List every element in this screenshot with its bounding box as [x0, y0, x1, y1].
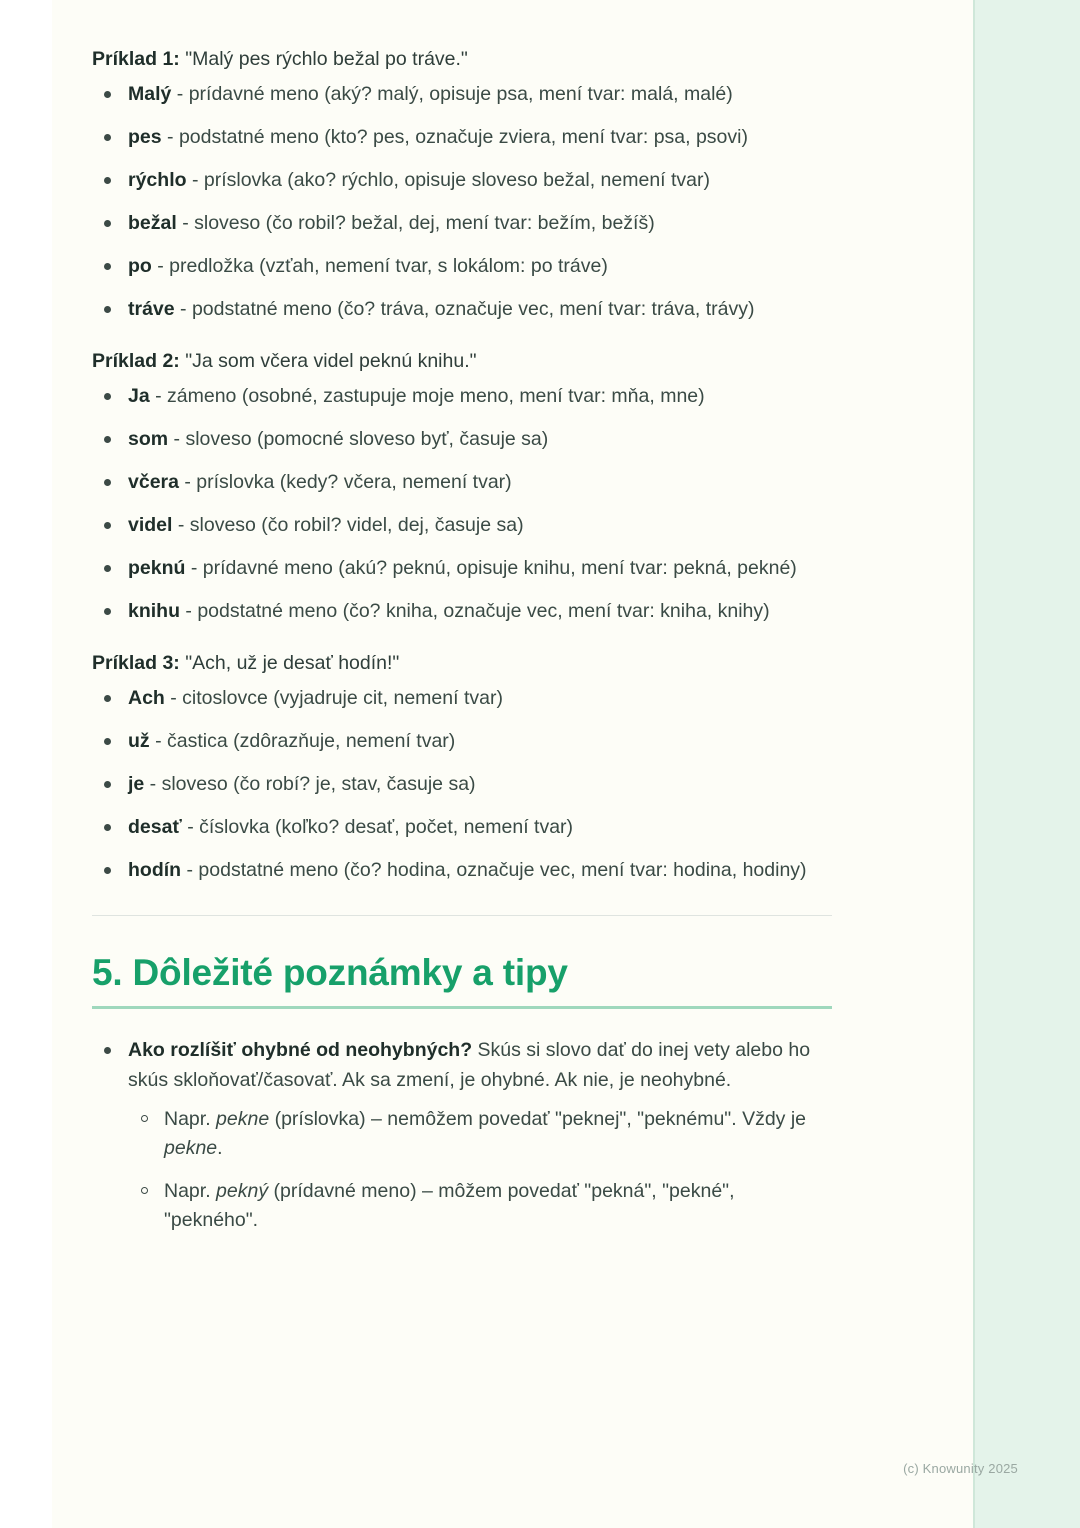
- word-term: hodín: [128, 859, 182, 881]
- word-description: - príslovka (kedy? včera, nemení tvar): [178, 471, 512, 493]
- example-1-sentence: "Malý pes rýchlo bežal po tráve.": [185, 48, 468, 70]
- example-1-label: Príklad 1:: [92, 48, 180, 70]
- word-description: - sloveso (pomocné sloveso byť, časuje sa): [168, 428, 549, 450]
- subtip-emphasis-1: pekne: [216, 1108, 270, 1130]
- list-item: [128, 1177, 832, 1235]
- word-description: - zámeno (osobné, zastupuje moje meno, mení tvar: mňa, mne): [149, 385, 705, 407]
- list-item: [92, 727, 832, 756]
- section-divider: [92, 915, 832, 916]
- word-term: včera: [128, 471, 179, 493]
- word-term: Malý: [128, 83, 172, 105]
- word-term: je: [128, 773, 145, 795]
- list-item: [92, 425, 832, 454]
- word-description: - sloveso (čo robil? videl, dej, časuje sa): [172, 514, 524, 536]
- subtip-middle: (prídavné meno) – môžem povedať "pekná", "pekné", "pekného".: [164, 1180, 735, 1231]
- example-2-heading: [92, 346, 832, 376]
- subtip-emphasis-1: pekný: [216, 1180, 269, 1202]
- tips-sublist: [128, 1105, 832, 1235]
- example-3-heading: [92, 648, 832, 678]
- list-item: [92, 684, 832, 713]
- word-description: - prídavné meno (aký? malý, opisuje psa, mení tvar: malá, malé): [171, 83, 733, 105]
- tip-text: Skús si slovo dať do inej vety alebo ho skús skloňovať/časovať. Ak sa zmení, je ohybné. Ak nie, je neohybné.: [128, 1039, 811, 1091]
- subtip-emphasis-2: pekne: [164, 1137, 218, 1159]
- word-term: po: [128, 255, 152, 277]
- word-term: Ja: [128, 385, 150, 407]
- section-heading-underline: [92, 1006, 832, 1009]
- example-1-heading: [92, 44, 832, 74]
- subtip-prefix: Napr.: [164, 1180, 217, 1202]
- word-description: - príslovka (ako? rýchlo, opisuje sloveso bežal, nemení tvar): [186, 169, 711, 191]
- list-item: [92, 770, 832, 799]
- list-item: [92, 382, 832, 411]
- list-item: [92, 123, 832, 152]
- tips-list: [92, 1035, 832, 1235]
- word-term: pes: [128, 126, 162, 148]
- word-description: - citoslovce (vyjadruje cit, nemení tvar): [164, 687, 503, 709]
- list-item: [92, 1035, 832, 1235]
- document-content: [92, 44, 832, 1249]
- list-item: [92, 80, 832, 109]
- list-item: [92, 554, 832, 583]
- list-item: [92, 856, 832, 885]
- word-term: tráve: [128, 298, 175, 320]
- list-item: [92, 468, 832, 497]
- example-2-list: [92, 382, 832, 626]
- word-description: - častica (zdôrazňuje, nemení tvar): [149, 730, 456, 752]
- list-item: [92, 209, 832, 238]
- example-3-sentence: "Ach, už je desať hodín!": [185, 652, 400, 674]
- word-term: bežal: [128, 212, 177, 234]
- word-term: už: [128, 730, 150, 752]
- list-item: [92, 166, 832, 195]
- word-description: - podstatné meno (čo? tráva, označuje vec, mení tvar: tráva, trávy): [174, 298, 755, 320]
- word-description: - podstatné meno (čo? kniha, označuje vec, mení tvar: kniha, knihy): [180, 600, 770, 622]
- example-2-sentence: "Ja som včera videl peknú knihu.": [185, 350, 477, 372]
- word-term: som: [128, 428, 169, 450]
- subtip-prefix: Napr.: [164, 1108, 217, 1130]
- list-item: [92, 511, 832, 540]
- word-description: - sloveso (čo robí? je, stav, časuje sa): [144, 773, 476, 795]
- list-item: [92, 597, 832, 626]
- word-description: - prídavné meno (akú? peknú, opisuje knihu, mení tvar: pekná, pekné): [185, 557, 797, 579]
- word-term: peknú: [128, 557, 186, 579]
- right-margin-band: [975, 0, 1080, 1528]
- word-description: - predložka (vzťah, nemení tvar, s lokálom: po tráve): [151, 255, 608, 277]
- example-2-label: Príklad 2:: [92, 350, 180, 372]
- example-1-list: [92, 80, 832, 324]
- word-description: - číslovka (koľko? desať, počet, nemení tvar): [181, 816, 574, 838]
- section-heading: 5. Dôležité poznámky a tipy: [92, 952, 568, 993]
- word-term: videl: [128, 514, 173, 536]
- tip-question: Ako rozlíšiť ohybné od neohybných?: [128, 1039, 473, 1061]
- word-description: - podstatné meno (čo? hodina, označuje vec, mení tvar: hodina, hodiny): [181, 859, 807, 881]
- example-3-label: Príklad 3:: [92, 652, 180, 674]
- example-3-list: [92, 684, 832, 885]
- subtip-suffix: .: [217, 1137, 223, 1159]
- word-description: - podstatné meno (kto? pes, označuje zviera, mení tvar: psa, psovi): [161, 126, 748, 148]
- word-term: knihu: [128, 600, 180, 622]
- right-margin-divider: [973, 0, 975, 1528]
- list-item: [92, 252, 832, 281]
- word-term: rýchlo: [128, 169, 187, 191]
- subtip-middle: (príslovka) – nemôžem povedať "peknej", "peknému". Vždy je: [269, 1108, 807, 1130]
- word-term: desať: [128, 816, 182, 838]
- list-item: [92, 295, 832, 324]
- word-term: Ach: [128, 687, 165, 709]
- watermark: (c) Knowunity 2025: [903, 1461, 1018, 1476]
- list-item: [92, 813, 832, 842]
- word-description: - sloveso (čo robil? bežal, dej, mení tvar: bežím, bežíš): [176, 212, 655, 234]
- list-item: [128, 1105, 832, 1163]
